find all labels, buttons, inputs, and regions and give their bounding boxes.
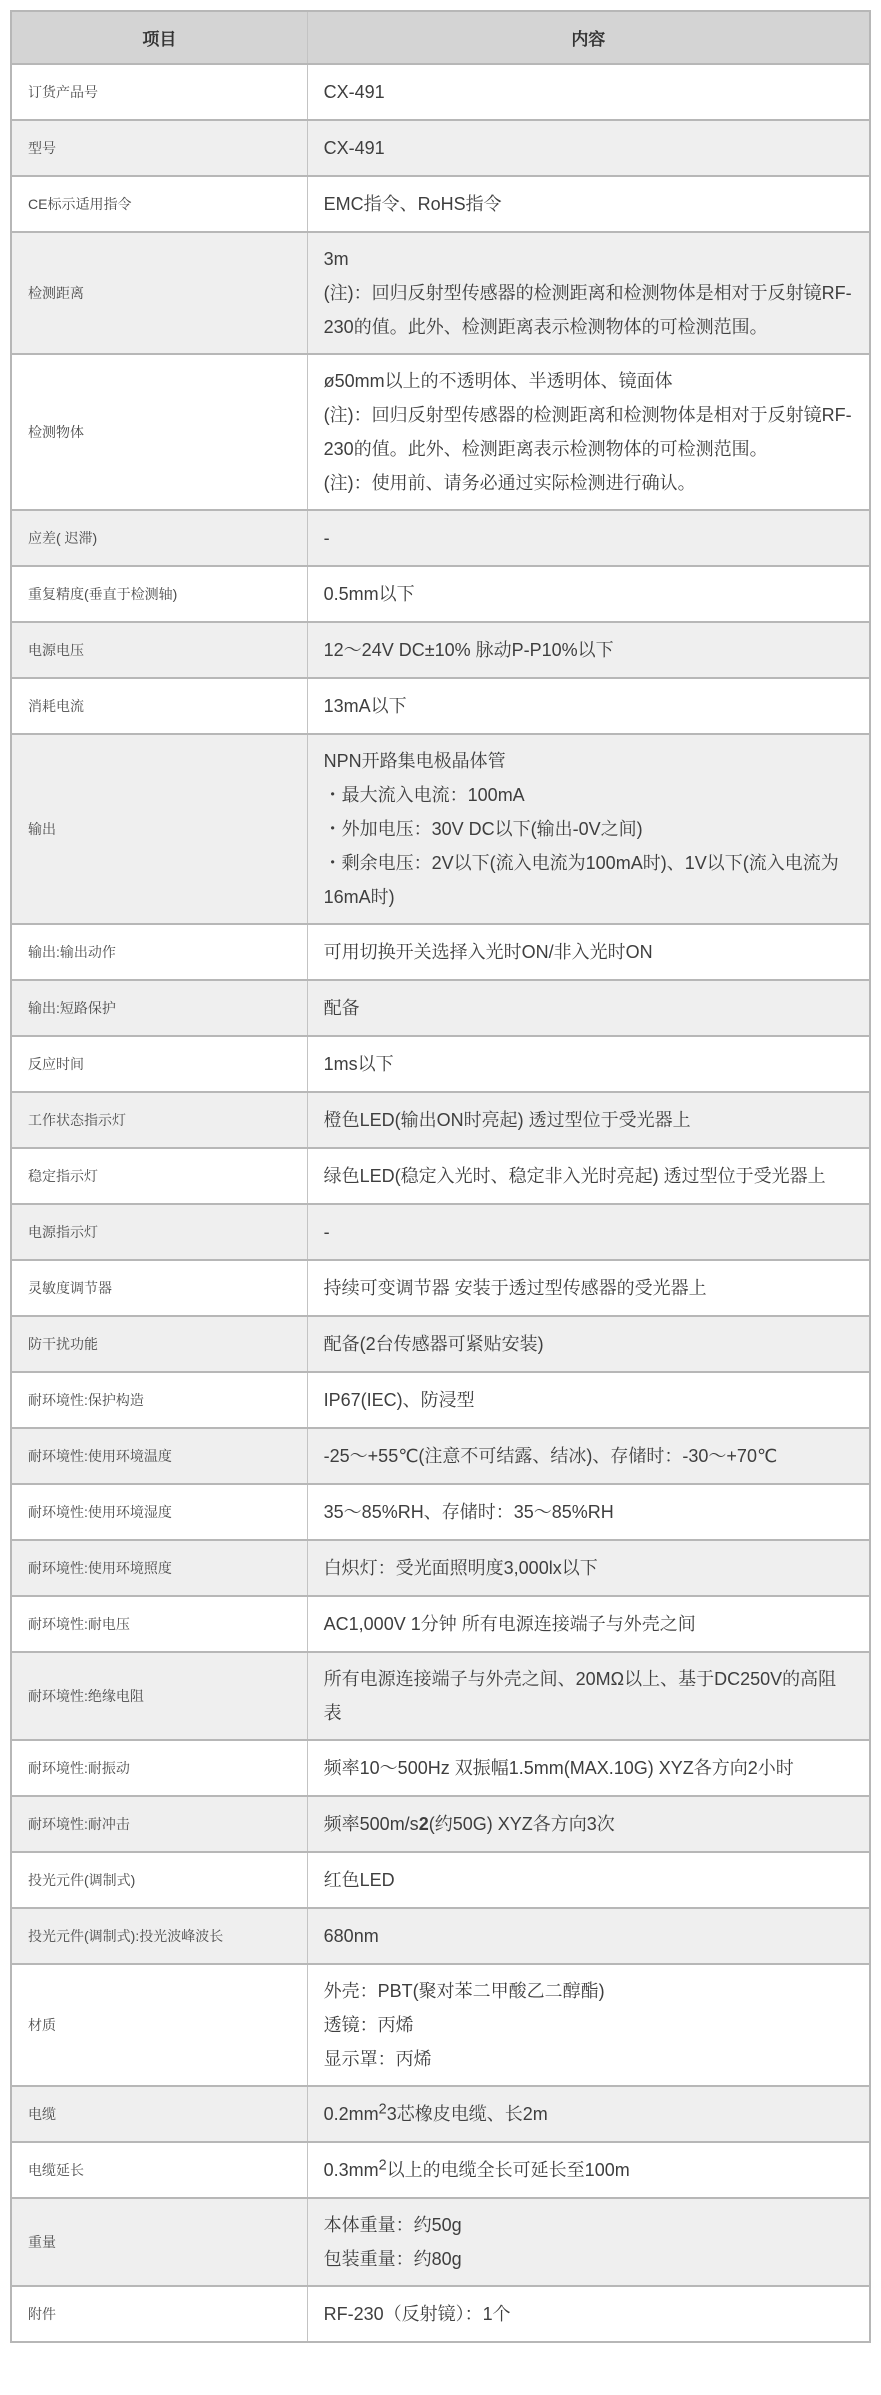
content-line: ・外加电压：30V DC以下(输出-0V之间)	[323, 819, 643, 839]
header-content-cell: 内容	[571, 30, 606, 49]
table-row	[12, 1371, 869, 1427]
item-cell: 耐环境性:使用环境照度	[12, 1541, 308, 1595]
item-cell: 稳定指示灯	[12, 1149, 308, 1203]
table-row	[12, 1427, 869, 1483]
item-cell: 输出	[12, 735, 308, 923]
table-row	[12, 175, 869, 231]
content-line: 本体重量：约50g	[323, 2215, 462, 2235]
content-line: 0.5mm以下	[323, 584, 415, 604]
table-row	[12, 1315, 869, 1371]
content-line: $0.3mm^2$以上的电缆全长可延长至100m	[323, 2157, 630, 2180]
content-line: RF-230（反射镜）：1个	[323, 2304, 511, 2324]
table-row	[12, 1963, 869, 2085]
content-line: 3m	[323, 249, 349, 269]
table-row	[12, 565, 869, 621]
content-line: ø50mm以上的不透明体、半透明体、镜面体	[323, 371, 673, 391]
item-cell: 耐环境性:耐电压	[12, 1597, 308, 1651]
content-line: ・最大流入电流：100mA	[323, 785, 525, 805]
content-cell	[308, 1429, 869, 1483]
table-row	[12, 119, 869, 175]
content-line: 外壳：PBT(聚对苯二甲酸乙二醇酯)	[323, 1981, 605, 2001]
content-line: 频率500m/s2(约50G) XYZ各方向3次	[323, 1814, 615, 1834]
content-line: 配备(2台传感器可紧贴安装)	[323, 1334, 544, 1354]
table-row	[12, 63, 869, 119]
content-cell	[308, 1037, 869, 1091]
content-cell	[308, 1149, 869, 1203]
item-cell: 订货产品号	[12, 65, 308, 119]
content-cell	[308, 1093, 869, 1147]
table-row	[12, 1795, 869, 1851]
table-row	[12, 677, 869, 733]
item-cell: 重复精度(垂直于检测轴)	[12, 567, 308, 621]
content-cell	[308, 2199, 869, 2285]
table-row	[12, 1483, 869, 1539]
content-cell	[308, 623, 869, 677]
content-cell	[308, 1653, 869, 1739]
content-line: ・剩余电压：2V以下(流入电流为100mA时)、1V以下(流入电流为16mA时)	[323, 853, 839, 907]
item-cell: 耐环境性:使用环境温度	[12, 1429, 308, 1483]
table-row	[12, 1595, 869, 1651]
content-cell	[308, 1797, 869, 1851]
item-cell: 电缆延长	[12, 2143, 308, 2197]
content-cell	[308, 1373, 869, 1427]
table-row	[12, 1147, 869, 1203]
content-line: 红色LED	[323, 1870, 395, 1890]
content-line: EMC指令、RoHS指令	[323, 194, 502, 214]
content-cell	[308, 1485, 869, 1539]
item-cell: 投光元件(调制式)	[12, 1853, 308, 1907]
content-line: (注)：回归反射型传感器的检测距离和检测物体是相对于反射镜RF-230的值。此外、检测距离表示检测物体的可检测范围。	[323, 283, 852, 337]
content-cell	[308, 1205, 869, 1259]
content-cell	[308, 121, 869, 175]
content-cell	[308, 177, 869, 231]
content-cell	[308, 2087, 869, 2141]
content-cell	[308, 355, 869, 509]
item-cell: 电缆	[12, 2087, 308, 2141]
table-row	[12, 2141, 869, 2197]
content-line: NPN开路集电极晶体管	[323, 751, 506, 771]
content-cell	[308, 567, 869, 621]
content-line: (注)：回归反射型传感器的检测距离和检测物体是相对于反射镜RF-230的值。此外、检测距离表示检测物体的可检测范围。	[323, 405, 852, 459]
table-row	[12, 1203, 869, 1259]
item-cell: 输出:输出动作	[12, 925, 308, 979]
item-cell: 耐环境性:耐振动	[12, 1741, 308, 1795]
item-cell: 检测距离	[12, 233, 308, 353]
table-row	[12, 509, 869, 565]
item-cell: CE标示适用指令	[12, 177, 308, 231]
item-cell: 灵敏度调节器	[12, 1261, 308, 1315]
table-row	[12, 1539, 869, 1595]
content-line: 配备	[323, 998, 360, 1018]
content-line: 包装重量：约80g	[323, 2249, 462, 2269]
content-line: 频率10～500Hz 双振幅1.5mm(MAX.10G) XYZ各方向2小时	[323, 1758, 794, 1778]
content-line: -	[323, 528, 330, 548]
item-cell: 耐环境性:绝缘电阻	[12, 1653, 308, 1739]
content-cell	[308, 1741, 869, 1795]
content-cell	[308, 2143, 869, 2197]
table-row	[12, 2085, 869, 2141]
item-cell: 附件	[12, 2287, 308, 2341]
item-cell: 重量	[12, 2199, 308, 2285]
table-row	[12, 733, 869, 923]
table-row	[12, 1651, 869, 1739]
content-line: 可用切换开关选择入光时ON/非入光时ON	[323, 942, 653, 962]
item-cell: 耐环境性:耐冲击	[12, 1797, 308, 1851]
content-cell	[308, 1853, 869, 1907]
content-cell	[308, 1317, 869, 1371]
item-cell: 消耗电流	[12, 679, 308, 733]
table-row	[12, 621, 869, 677]
table-row	[12, 923, 869, 979]
table-row	[12, 979, 869, 1035]
content-line: 透镜：丙烯	[323, 2015, 414, 2035]
table-row	[12, 2197, 869, 2285]
content-line: $0.2mm^23$芯橡皮电缆、长2m	[323, 2101, 548, 2124]
spec-table	[10, 10, 871, 2343]
item-cell: 应差( 迟滞)	[12, 511, 308, 565]
content-line: 13mA以下	[323, 696, 407, 716]
content-cell	[308, 735, 869, 923]
content-cell	[308, 1909, 869, 1963]
content-cell	[308, 1541, 869, 1595]
table-row	[12, 2285, 869, 2341]
content-line: CX-491	[323, 82, 385, 102]
content-line: CX-491	[323, 138, 385, 158]
item-cell: 耐环境性:保护构造	[12, 1373, 308, 1427]
content-line: (注)：使用前、请务必通过实际检测进行确认。	[323, 473, 696, 493]
content-cell	[308, 679, 869, 733]
table-header-row	[12, 12, 869, 63]
content-cell	[308, 2287, 869, 2341]
item-cell: 检测物体	[12, 355, 308, 509]
table-row	[12, 1035, 869, 1091]
content-line: AC1,000V 1分钟 所有电源连接端子与外壳之间	[323, 1614, 696, 1634]
item-cell: 型号	[12, 121, 308, 175]
spec-table-body	[12, 63, 869, 2341]
content-cell	[308, 65, 869, 119]
content-cell	[308, 1261, 869, 1315]
content-line: 橙色LED(输出ON时亮起) 透过型位于受光器上	[323, 1110, 691, 1130]
table-row	[12, 1091, 869, 1147]
content-line: 680nm	[323, 1926, 379, 1946]
content-line: -25～+55℃(注意不可结露、结冰)、存储时：-30～+70℃	[323, 1446, 778, 1466]
content-line: 12～24V DC±10% 脉动P-P10%以下	[323, 640, 614, 660]
content-cell	[308, 1965, 869, 2085]
item-cell: 电源指示灯	[12, 1205, 308, 1259]
table-row	[12, 1259, 869, 1315]
content-line: -	[323, 1222, 330, 1242]
content-cell	[308, 233, 869, 353]
content-line: 显示罩：丙烯	[323, 2049, 432, 2069]
content-cell	[308, 511, 869, 565]
item-cell: 投光元件(调制式):投光波峰波长	[12, 1909, 308, 1963]
item-cell: 耐环境性:使用环境湿度	[12, 1485, 308, 1539]
item-cell: 材质	[12, 1965, 308, 2085]
item-cell: 电源电压	[12, 623, 308, 677]
content-cell	[308, 925, 869, 979]
content-line: 所有电源连接端子与外壳之间、20MΩ以上、基于DC250V的高阻表	[323, 1669, 837, 1723]
item-cell: 输出:短路保护	[12, 981, 308, 1035]
item-cell: 工作状态指示灯	[12, 1093, 308, 1147]
table-row	[12, 231, 869, 353]
content-line: 白炽灯：受光面照明度3,000lx以下	[323, 1558, 598, 1578]
content-cell	[308, 981, 869, 1035]
header-item-cell: 项目	[12, 12, 308, 63]
content-line: 持续可变调节器 安装于透过型传感器的受光器上	[323, 1278, 707, 1298]
content-line: 35～85%RH、存储时：35～85%RH	[323, 1502, 614, 1522]
content-cell	[308, 1597, 869, 1651]
content-line: 1ms以下	[323, 1054, 394, 1074]
content-line: IP67(IEC)、防浸型	[323, 1390, 475, 1410]
item-cell: 反应时间	[12, 1037, 308, 1091]
table-row	[12, 1851, 869, 1907]
content-line: 绿色LED(稳定入光时、稳定非入光时亮起) 透过型位于受光器上	[323, 1166, 826, 1186]
table-row	[12, 1739, 869, 1795]
table-row	[12, 353, 869, 509]
item-cell: 防干扰功能	[12, 1317, 308, 1371]
table-row	[12, 1907, 869, 1963]
